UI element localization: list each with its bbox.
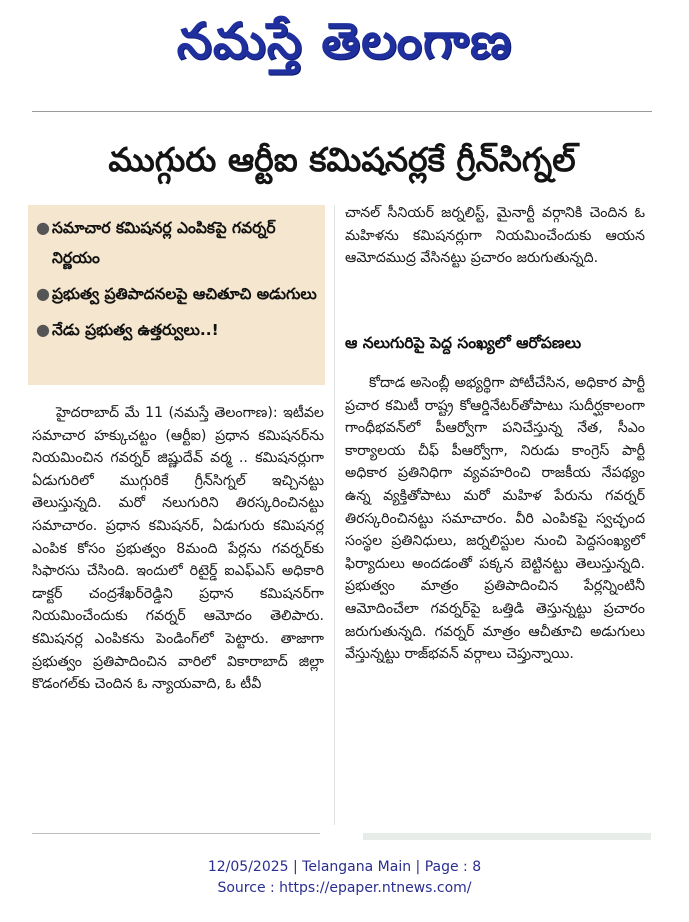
highlight-item — [34, 213, 319, 273]
highlight-item — [34, 315, 319, 345]
footer-date-page: 12/05/2025 | Telangana Main | Page : 8 — [207, 859, 482, 875]
article-left-column — [32, 402, 324, 696]
article-right-column-top — [345, 202, 645, 270]
highlight-text: ప్రభుత్వ ప్రతిపాదనలపై ఆచితూచి అడుగులు — [52, 285, 317, 303]
article-body-right-top: చానల్ సీనియర్ జర్నలిస్ట్, మైనార్టీ వర్గానికి చెందిన ఓ మహిళను కమిషనర్లుగా నియమించేందుకు ఆయన ఆమోదముద్ర వేసినట్టు ప్రచారం జరుగుతున్నది. — [345, 205, 645, 267]
bottom-rule-right — [363, 833, 651, 840]
highlight-text: నేడు ప్రభుత్వ ఉత్తర్వులు..! — [52, 321, 219, 339]
bullet-icon: ● — [36, 284, 50, 303]
highlights-box — [28, 205, 325, 385]
article-body-right-bottom: కోదాడ అసెంబ్లీ అభ్యర్థిగా పోటీచేసిన, అధికార పార్టీ ప్రచార కమిటీ రాష్ట్ర కోఆర్డినేటర్‌తోపాటు సుదీర్ఘకాలంగా గాంధీభవన్‌లో పీఆర్వోగా పనిచేస్తున్న నేత, సీఎం కార్యాలయ చీఫ్ పీఆర్వోగా, నిరుడు కాంగ్రెస్ పార్టీ అధికార ప్రతినిధిగా వ్యవహరించి రాజకీయ నేపథ్యం ఉన్న వ్యక్తితోపాటు మరో మహిళ పేరును గవర్నర్ తిరస్కరించినట్టు సమాచారం. వీరి ఎంపికపై స్వచ్ఛంద సంస్థల ప్రతినిధులు, జర్నలిస్టుల నుంచి పెద్దసంఖ్యలో ఫిర్యాదులు అందడంతో పక్కన బెట్టినట్టు తెలుస్తున్నది. ప్రభుత్వం మాత్రం ప్రతిపాదించిన పేర్లన్నింటినీ ఆమోదించేలా గవర్నర్‌పై ఒత్తిడి తెస్తున్నట్టు ప్రచారం జరుగుతున్నది. గవర్నర్ మాత్రం ఆచీతూచి అడుగులు వేస్తున్నట్టు రాజ్‌భవన్ వర్గాలు చెప్తున్నాయి. — [345, 375, 645, 663]
article-subheading: ఆ నలుగురిపై పెద్ద సంఖ్యలో ఆరోపణలు — [345, 334, 582, 352]
page-footer — [0, 857, 689, 899]
highlight-item — [34, 279, 319, 309]
top-divider — [32, 111, 652, 112]
bottom-rule-left — [32, 833, 320, 834]
article-right-column-bottom — [345, 372, 645, 666]
article-headline: ముగ్గురు ఆర్టీఐ కమిషనర్లకే గ్రీన్‌సిగ్నల్ — [108, 140, 576, 179]
column-divider — [334, 205, 335, 825]
newspaper-logo: నమస్తే తెలంగాణ — [176, 12, 513, 70]
masthead — [0, 2, 689, 84]
bullet-icon: ● — [36, 320, 50, 339]
footer-source: Source : https://epaper.ntnews.com/ — [217, 880, 472, 896]
bullet-icon: ● — [36, 218, 50, 237]
article-body-left: హైదరాబాద్ మే 11 (నమస్తే తెలంగాణ): ఇటీవల సమాచార హక్కుచట్టం (ఆర్టీఐ) ప్రధాన కమిషనర్‌ను నియమించిన గవర్నర్ జిష్ణుదేవ్ వర్మ .. కమిషనర్లుగా ఏడుగురిలో ముగ్గురికే గ్రీన్‌సిగ్నల్ ఇచ్చినట్టు తెలుస్తున్నది. మరో నలుగురిని తిరస్కరించినట్టు సమాచారం. ప్రధాన కమిషనర్, ఏడుగురు కమిషనర్ల ఎంపిక కోసం ప్రభుత్వం 8మంది పేర్లను గవర్నర్‌కు సిఫారసు చేసింది. ఇందులో రిటైర్డ్ ఐఎఫ్‌ఎస్ అధికారి డాక్టర్ చంద్రశేఖర్‌రెడ్డిని ప్రధాన కమిషనర్‌గా నియమించేందుకు గవర్నర్ ఆమోదం తెలిపారు. కమిషనర్ల ఎంపికను పెండింగ్‌లో పెట్టారు. తాజాగా ప్రభుత్వం ప్రతిపాదించిన వారిలో వికారాబాద్ జిల్లా కొడంగల్‌కు చెందిన ఓ న్యాయవాది, ఓ టీవీ — [32, 405, 324, 693]
highlight-text: సమాచార కమిషనర్ల ఎంపికపై గవర్నర్ నిర్ణయం — [52, 219, 276, 267]
